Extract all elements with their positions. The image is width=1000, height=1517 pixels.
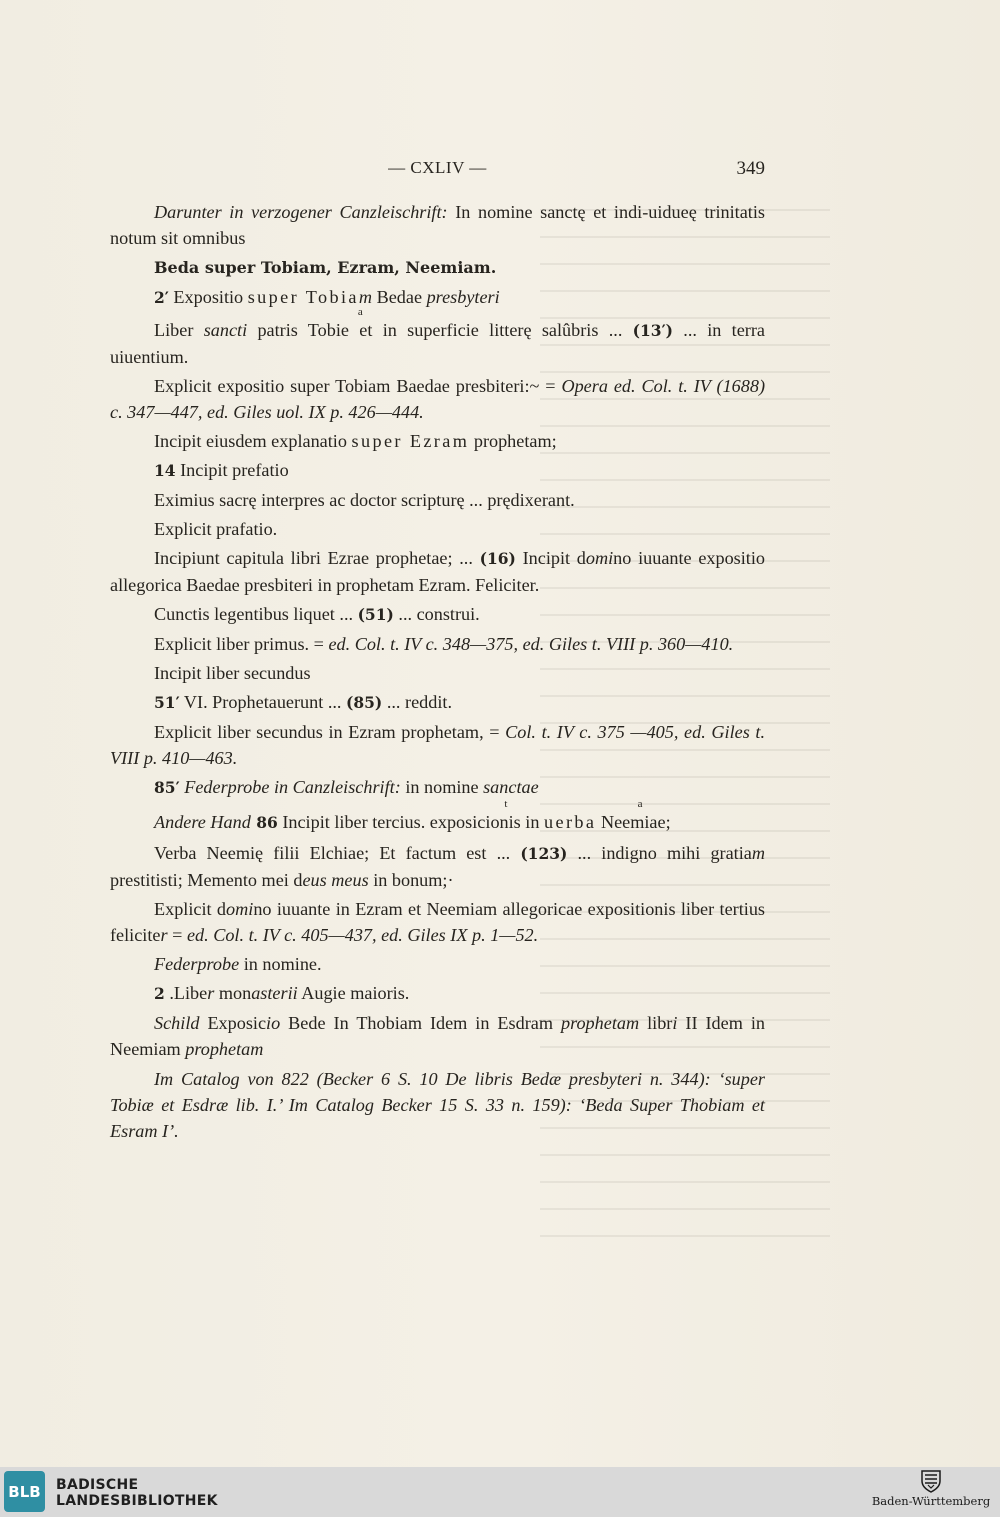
page-signature: — CXLIV — — [388, 158, 487, 177]
text-span: ... construi. — [393, 604, 480, 624]
text-span: ci — [477, 812, 491, 832]
text-span: Opera ed. Col. t. IV (1688) c. 347—447, ed. Giles uol. IX p. 426—444. — [110, 376, 766, 422]
text-span: emiae; — [622, 812, 671, 832]
text-span: Federprobe in Canzleischrift: — [179, 777, 401, 797]
text-span: omi — [226, 899, 254, 919]
text-span: prophetam — [185, 1039, 264, 1059]
paragraph — [110, 896, 765, 948]
text-span: Explicit liber secundus in Ezram prophetam, = — [154, 722, 506, 742]
text-span: ed. Col. t. IV c. 348—375, ed. Giles t. VIII p. 360—410. — [328, 634, 734, 654]
paragraph — [110, 1010, 765, 1062]
text-span: in bonum;· — [368, 870, 454, 890]
page-body — [110, 199, 765, 1147]
text-span: Bede In Thobiam Idem in Esdram — [280, 1013, 561, 1033]
text-span: no iuuante expositio allegorica Baedae presbiteri in prophetam Ezram. Feliciter. — [110, 548, 766, 595]
text-span: Bedae — [372, 287, 427, 307]
text-span: m — [751, 843, 765, 863]
paragraph — [110, 840, 765, 893]
paragraph — [110, 631, 765, 657]
paragraph — [110, 487, 765, 513]
page-header — [110, 158, 765, 182]
heading-line: Beda super Tobiam, Ezram, Neemiam. — [154, 258, 497, 277]
text-span: Cunctis legentibus liquet ... — [154, 604, 358, 624]
text-span: Incipit d — [515, 548, 586, 568]
text-span: Explicit expositio super Tobiam Baedae presbiteri:~ = — [154, 376, 562, 396]
text-span: Incipit liber tercius. exposi — [277, 812, 478, 832]
text-span: Andere Hand — [154, 812, 251, 832]
folio-number: 2 — [154, 984, 165, 1003]
folio-number: (85) — [346, 693, 383, 712]
paragraph — [110, 457, 765, 484]
folio-number: 85′ — [154, 778, 180, 797]
text-span: Liber — [154, 320, 204, 340]
spaced-text: uerba — [544, 812, 597, 832]
superscript-mark: t — [504, 798, 508, 810]
text-span: Exposic — [199, 1013, 267, 1033]
text-span: Explicit prafatio. — [154, 519, 278, 539]
paragraph — [110, 951, 765, 977]
paragraph — [110, 373, 765, 425]
folio-number: 86 — [250, 813, 278, 832]
text-span: presbyteri — [426, 287, 500, 307]
paragraph — [110, 428, 765, 454]
text-span: io — [266, 1013, 281, 1033]
superscript-mark: a — [357, 306, 363, 318]
paragraph — [110, 516, 765, 542]
text-span: Darunter in verzogener Canzleischrift: — [154, 202, 448, 222]
text-span: e et in superficie litterę salûbris ... — [340, 320, 633, 340]
text-span: i — [335, 320, 341, 340]
text-span: Eximius sacrę interpres ac doctor scripturę ... prędixerant. — [154, 490, 575, 510]
library-name[interactable] — [56, 1477, 218, 1509]
text-span: e — [614, 812, 623, 832]
spaced-text: super Ezram — [351, 431, 470, 451]
text-span: Verba Neemię filii Elchiae; Et factum est ... — [154, 843, 521, 863]
text-span: omi — [585, 548, 614, 568]
text-span: sanctae — [483, 777, 539, 797]
folio-number: 14 — [154, 461, 176, 480]
text-span: In nomine sanctę et indi-uidueę trinitatis notum sit omnibus — [110, 202, 765, 248]
text-span: no iuuante in Ezram et Neemiam allegoricae expositionis liber tertius felicite — [110, 899, 765, 945]
folio-number: (13′) — [632, 321, 673, 340]
text-span: in nomine. — [239, 954, 322, 974]
text-span: Incipit liber secundus — [154, 663, 311, 683]
paragraph — [110, 601, 765, 628]
text-span: mon — [214, 983, 252, 1003]
text-span: r — [160, 925, 168, 945]
paragraph — [110, 545, 765, 598]
paragraph — [110, 798, 765, 836]
text-span: patris Tob — [247, 320, 336, 340]
text-span: Federprobe — [154, 954, 240, 974]
text-span: prestitisti; Memento mei d — [110, 870, 303, 890]
spaced-text: super — [247, 287, 300, 307]
text-span: eus — [302, 870, 327, 890]
paragraph — [110, 774, 765, 801]
text-span: in nomine — [400, 777, 484, 797]
paragraph — [110, 719, 765, 771]
blb-logo[interactable]: BLB — [4, 1471, 45, 1512]
text-span: VI. Prophetauerunt ... — [179, 692, 347, 712]
superscript-letter — [477, 798, 508, 832]
text-span: sancti — [203, 320, 248, 340]
paragraph — [110, 660, 765, 686]
text-span: .Libe — [164, 983, 208, 1003]
text-span: onis in — [490, 812, 544, 832]
paragraph — [110, 306, 765, 370]
text-span: Explicit liber primus. = — [154, 634, 329, 654]
text-span: Schild — [154, 1013, 200, 1033]
library-footer-bar — [0, 1467, 1000, 1517]
superscript-letter — [335, 306, 363, 340]
text-span: meus — [331, 870, 369, 890]
text-span: asterii — [251, 983, 298, 1003]
text-span: Incipit eiusdem explanatio — [154, 431, 352, 451]
coat-of-arms-icon — [920, 1469, 942, 1493]
text-span: Im Catalog von 822 (Becker 6 S. 10 De libris Bedæ presbyteri n. 344): ‘super Tobiæ et Esdræ lib. I.’ Im Catalog Becker 15 S. 33 n. 159): ‘Beda Super Thobiam et Esram I’. — [110, 1069, 765, 1141]
page-number: 349 — [736, 158, 765, 179]
state-label: Baden-Württemberg — [871, 1494, 991, 1508]
text-span: Incipit prefatio — [175, 460, 289, 480]
text-span: = — [167, 925, 187, 945]
superscript-letter — [614, 798, 643, 832]
text-span: m — [358, 287, 373, 307]
paragraph — [110, 199, 765, 251]
text-span: Expositio — [168, 287, 248, 307]
text-span: ... in terra uiuentium. — [110, 320, 765, 367]
paragraph — [110, 980, 765, 1007]
text-span: N — [596, 812, 615, 832]
paragraph — [110, 254, 765, 281]
library-name-line1: BADISCHE — [56, 1477, 139, 1493]
text-span: r — [207, 983, 215, 1003]
text-span: prophetam; — [469, 431, 557, 451]
text-span: ... indigno mihi gratia — [567, 843, 752, 863]
text-span: II Idem in Neemiam — [110, 1013, 765, 1059]
text-span: i — [672, 1013, 678, 1033]
text-span: prophetam — [560, 1013, 640, 1033]
paragraph — [110, 689, 765, 716]
text-span: Col. t. IV c. 375 —405, ed. Giles t. VIII p. 410—463. — [110, 722, 765, 768]
folio-number: 2′ — [154, 288, 169, 307]
text-span: Augie maioris. — [297, 983, 410, 1003]
text-span: ed. Col. t. IV c. 405—437, ed. Giles IX p. 1—52. — [186, 925, 539, 945]
text-span: libr — [639, 1013, 673, 1033]
paragraph — [110, 1066, 765, 1144]
library-name-line2: LANDESBIBLIOTHEK — [56, 1493, 218, 1509]
folio-number: (51) — [357, 605, 394, 624]
text-span: Explicit d — [154, 899, 227, 919]
folio-number: 51′ — [154, 693, 180, 712]
folio-number: (16) — [479, 549, 516, 568]
text-span: ... reddit. — [382, 692, 452, 712]
paragraph — [110, 284, 765, 311]
text-span: Incipiunt capitula libri Ezrae prophetae; ... — [154, 548, 480, 568]
state-branding[interactable] — [866, 1469, 996, 1508]
spaced-text: Tobia — [299, 287, 359, 307]
superscript-mark: a — [637, 798, 643, 810]
folio-number: (123) — [520, 844, 568, 863]
